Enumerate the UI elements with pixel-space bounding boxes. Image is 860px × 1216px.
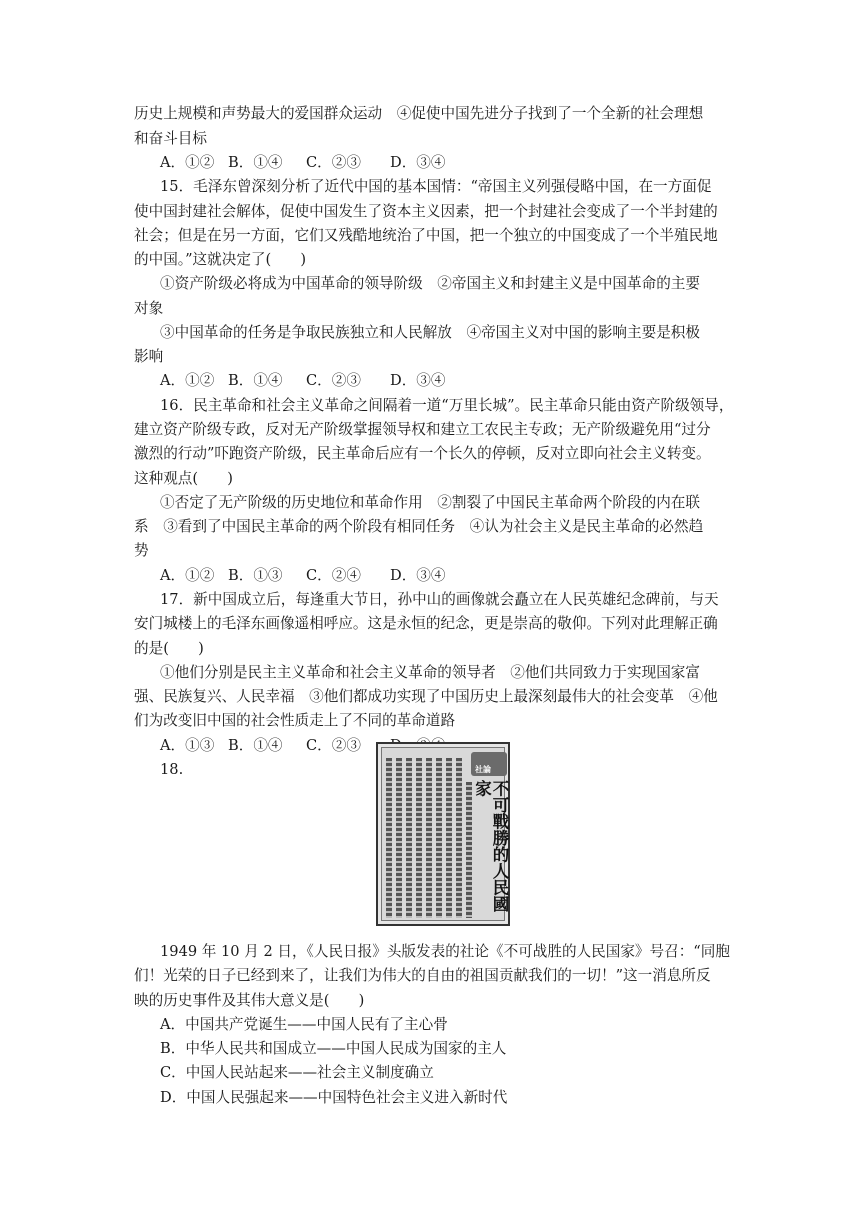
option-a: A．①② (160, 567, 215, 584)
option-c: C．②③ (306, 372, 361, 389)
text-column (446, 758, 452, 918)
q16-stem-line: 建立资产阶级专政，反对无产阶级掌握领导权和建立工农民主专政；无产阶级避免用“过分 (134, 421, 711, 438)
q15-item-line: 对象 (134, 300, 164, 317)
text-column (426, 758, 432, 918)
q18-choice-d: D．中国人民强起来——中国特色社会主义进入新时代 (160, 1089, 508, 1106)
text-column (416, 758, 422, 918)
q15-stem-line: 社会；但是在另一方面，它们又残酷地统治了中国，把一个独立的中国变成了一个半殖民地 (134, 227, 718, 244)
q17-item-line: 强、民族复兴、人民幸福 ③他们都成功实现了中国历史上最深刻最伟大的社会变革 ④他 (134, 688, 718, 705)
editorial-headline: 不可戰勝的人民國家 (472, 780, 509, 912)
q17-item-line: ①他们分别是民主主义革命和社会主义革命的领导者 ②他们共同致力于实现国家富 (160, 664, 700, 681)
text-column (456, 758, 462, 918)
option-a: A．①② (160, 372, 215, 389)
option-b: B．①④ (228, 737, 283, 754)
q15-item-line: ①资产阶级必将成为中国革命的领导阶级 ②帝国主义和封建主义是中国革命的主要 (160, 275, 700, 292)
text-column (406, 758, 412, 918)
option-d: D．③④ (390, 567, 446, 584)
q17-stem-line: 安门城楼上的毛泽东画像遥相呼应。这是永恒的纪念，更是崇高的敬仰。下列对此理解正确 (134, 615, 718, 632)
q14-line-1: 历史上规模和声势最大的爱国群众运动 ④促使中国先进分子找到了一个全新的社会理想 (134, 105, 704, 122)
q16-item-line: 势 (134, 542, 149, 559)
text-column (396, 758, 402, 918)
text-column (386, 758, 392, 918)
option-c: C．②③ (306, 737, 361, 754)
q18-number: 18. (160, 761, 184, 778)
option-c: C．②③ (306, 154, 361, 171)
q18-stem-line: 们！光荣的日子已经到来了，让我们为伟大的自由的祖国贡献我们的一切！”这一消息所反 (134, 967, 711, 984)
option-b: B．①③ (228, 567, 283, 584)
editorial-banner (471, 752, 507, 776)
text-column (466, 782, 472, 918)
q16-item-line: 系 ③看到了中国民主革命的两个阶段有相同任务 ④认为社会主义是民主革命的必然趋 (134, 518, 704, 535)
q15-item-line: 影响 (134, 348, 164, 365)
banner-text: 社論 (475, 764, 491, 774)
option-c: C．②④ (306, 567, 361, 584)
q17-stem-line: 17．新中国成立后，每逢重大节日，孙中山的画像就会矗立在人民英雄纪念碑前，与天 (160, 591, 719, 608)
option-d: D．③④ (390, 372, 446, 389)
option-d: D．③④ (390, 154, 446, 171)
q17-item-line: 们为改变旧中国的社会性质走上了不同的革命道路 (134, 712, 456, 729)
q18-choice-b: B．中华人民共和国成立——中国人民成为国家的主人 (160, 1040, 507, 1057)
option-a: A．①③ (160, 737, 215, 754)
q15-stem-line: 15．毛泽东曾深刻分析了近代中国的基本国情：“帝国主义列强侵略中国，在一方面促 (160, 178, 712, 195)
newspaper-editorial-image (376, 742, 510, 926)
option-b: B．①④ (228, 372, 283, 389)
q16-stem-line: 激烈的行动”吓跑资产阶级，民主革命后应有一个长久的停顿，反对立即向社会主义转变。 (134, 445, 711, 462)
q18-stem-line: 1949 年 10 月 2 日，《人民日报》头版发表的社论《不可战胜的人民国家》号召：“同胞 (160, 943, 730, 960)
q14-options (160, 153, 445, 173)
q18-choice-a: A．中国共产党诞生——中国人民有了主心骨 (160, 1016, 448, 1033)
q16-item-line: ①否定了无产阶级的历史地位和革命作用 ②割裂了中国民主革命两个阶段的内在联 (160, 494, 700, 511)
q15-options (160, 371, 445, 391)
q15-item-line: ③中国革命的任务是争取民族独立和人民解放 ④帝国主义对中国的影响主要是积极 (160, 324, 700, 341)
q18-stem-line: 映的历史事件及其伟大意义是( ) (134, 992, 365, 1009)
q16-options (160, 566, 445, 586)
q15-stem-line: 使中国封建社会解体，促使中国发生了资本主义因素，把一个封建社会变成了一个半封建的 (134, 203, 718, 220)
q18-choice-c: C．中国人民站起来——社会主义制度确立 (160, 1064, 434, 1081)
q15-stem-line: 的中国。”这就决定了( ) (134, 251, 307, 268)
option-a: A．①② (160, 154, 215, 171)
option-b: B．①④ (228, 154, 283, 171)
newspaper-page (381, 747, 509, 921)
text-column (436, 758, 442, 918)
q16-stem-line: 16．民主革命和社会主义革命之间隔着一道“万里长城”。民主革命只能由资产阶级领导， (160, 397, 734, 414)
q16-stem-line: 这种观点( ) (134, 470, 233, 487)
q17-stem-line: 的是( ) (134, 640, 204, 657)
q14-line-2: 和奋斗目标 (134, 130, 207, 147)
